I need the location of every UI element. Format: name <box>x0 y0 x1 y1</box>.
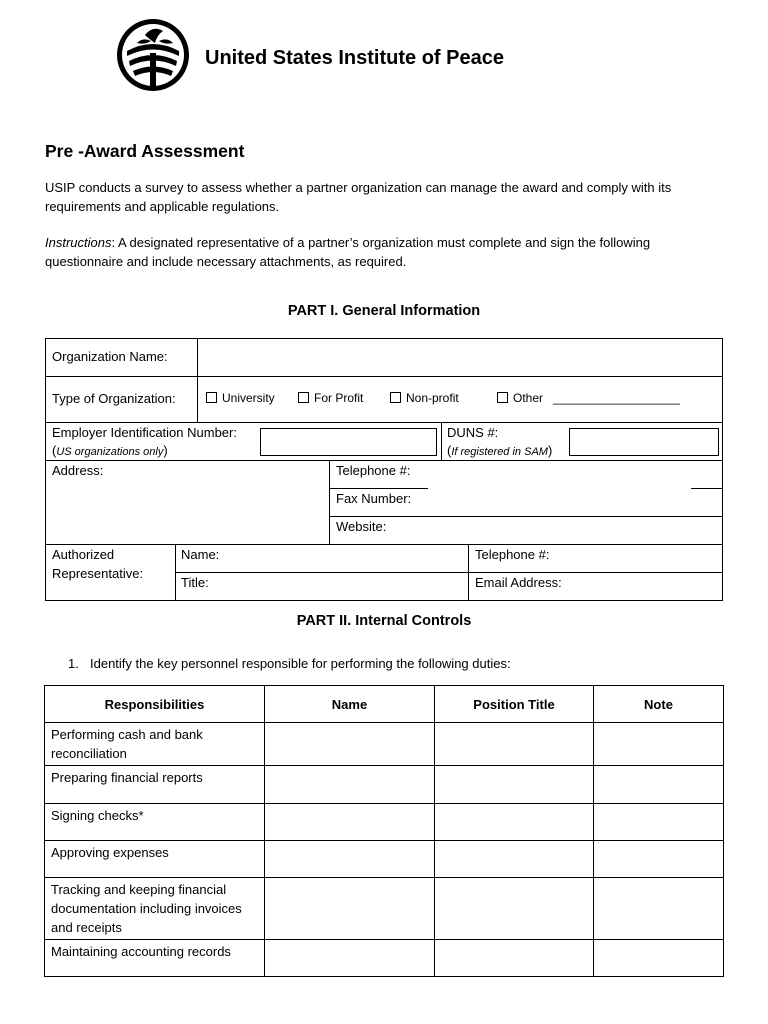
table-row <box>45 841 724 878</box>
non-profit-checkbox[interactable] <box>390 391 459 405</box>
duns-label: DUNS #: <box>447 425 499 440</box>
col-name: Name <box>265 686 435 723</box>
responsibility-cell: Signing checks* <box>45 804 265 841</box>
rep-telephone-label: Telephone #: <box>475 547 550 562</box>
position-title-cell[interactable] <box>435 766 594 804</box>
rep-title-field[interactable] <box>220 573 466 600</box>
org-name-label: Organization Name: <box>52 349 168 364</box>
note-cell[interactable] <box>594 766 724 804</box>
address-label: Address: <box>52 463 104 478</box>
page-title: Pre -Award Assessment <box>45 141 245 161</box>
instructions-paragraph <box>45 233 725 271</box>
name-cell[interactable] <box>265 804 435 841</box>
ein-label: Employer Identification Number: <box>52 425 237 440</box>
col-position-title: Position Title <box>435 686 594 723</box>
org-type-label: Type of Organization: <box>52 391 176 406</box>
other-checkbox[interactable] <box>497 391 543 405</box>
position-title-cell[interactable] <box>435 841 594 878</box>
note-cell[interactable] <box>594 804 724 841</box>
table-row <box>45 804 724 841</box>
note-cell[interactable] <box>594 878 724 940</box>
auth-rep-label-line1: Authorized <box>52 547 115 562</box>
table-row <box>45 766 724 804</box>
for-profit-label: For Profit <box>314 391 364 405</box>
telephone-field[interactable] <box>430 461 722 487</box>
fax-label: Fax Number: <box>336 491 412 506</box>
ein-note-text: US organizations only <box>56 446 164 458</box>
note-cell[interactable] <box>594 723 724 766</box>
responsibility-cell: Approving expenses <box>45 841 265 878</box>
name-cell[interactable] <box>265 766 435 804</box>
table-row <box>45 723 724 766</box>
other-specify-blank[interactable]: ___________________ <box>553 391 680 405</box>
responsibilities-table <box>44 685 724 977</box>
responsibility-cell: Preparing financial reports <box>45 766 265 804</box>
note-cell[interactable] <box>594 940 724 977</box>
col-note: Note <box>594 686 724 723</box>
rep-telephone-field[interactable] <box>560 545 722 571</box>
auth-rep-label-line2: Representative: <box>52 566 144 581</box>
part2-heading: PART II. Internal Controls <box>296 613 472 629</box>
position-title-cell[interactable] <box>435 940 594 977</box>
instructions-label: Instructions <box>45 235 112 250</box>
name-cell[interactable] <box>265 723 435 766</box>
university-label: University <box>222 391 275 405</box>
responsibility-cell: Performing cash and bank reconciliation <box>45 723 265 766</box>
usip-dove-logo-icon <box>115 17 191 93</box>
website-label: Website: <box>336 519 387 534</box>
question-1-text: Identify the key personnel responsible for performing the following duties: <box>90 656 511 671</box>
note-cell[interactable] <box>594 841 724 878</box>
organization-title: United States Institute of Peace <box>205 47 504 69</box>
university-checkbox[interactable] <box>206 391 275 405</box>
website-field[interactable] <box>430 517 722 543</box>
question-1-number: 1. <box>68 656 79 671</box>
position-title-cell[interactable] <box>435 878 594 940</box>
ein-note: (US organizations only) <box>52 443 168 458</box>
responsibility-cell: Tracking and keeping financial documentation including invoices and receipts <box>45 878 265 940</box>
address-field[interactable] <box>46 461 328 543</box>
duns-note-text: If registered in SAM <box>451 446 548 458</box>
instructions-text: : A designated representative of a partner’s organization must complete and sign the following questionnaire and include necessary attachments, as required. <box>45 235 651 269</box>
rep-name-field[interactable] <box>226 545 466 571</box>
for-profit-checkbox[interactable] <box>298 391 363 405</box>
table-header-row <box>45 686 724 723</box>
rep-title-label: Title: <box>181 575 209 590</box>
duns-input[interactable] <box>569 428 719 456</box>
telephone-label: Telephone #: <box>336 463 411 478</box>
col-responsibilities: Responsibilities <box>45 686 265 723</box>
position-title-cell[interactable] <box>435 723 594 766</box>
responsibility-cell: Maintaining accounting records <box>45 940 265 977</box>
rep-name-label: Name: <box>181 547 220 562</box>
intro-paragraph: USIP conducts a survey to assess whether a partner organization can manage the award and comply with its requirements and applicable regulations. <box>45 180 672 214</box>
org-name-field[interactable] <box>198 339 722 375</box>
name-cell[interactable] <box>265 841 435 878</box>
fax-field[interactable] <box>430 489 722 515</box>
non-profit-label: Non-profit <box>406 391 459 405</box>
name-cell[interactable] <box>265 940 435 977</box>
table-row <box>45 878 724 940</box>
part1-heading: PART I. General Information <box>287 303 481 319</box>
duns-note: (If registered in SAM) <box>447 443 553 458</box>
rep-email-label: Email Address: <box>475 575 562 590</box>
name-cell[interactable] <box>265 878 435 940</box>
other-label: Other <box>513 391 544 405</box>
table-row <box>45 940 724 977</box>
ein-input[interactable] <box>260 428 437 456</box>
position-title-cell[interactable] <box>435 804 594 841</box>
rep-email-field[interactable] <box>570 573 722 600</box>
